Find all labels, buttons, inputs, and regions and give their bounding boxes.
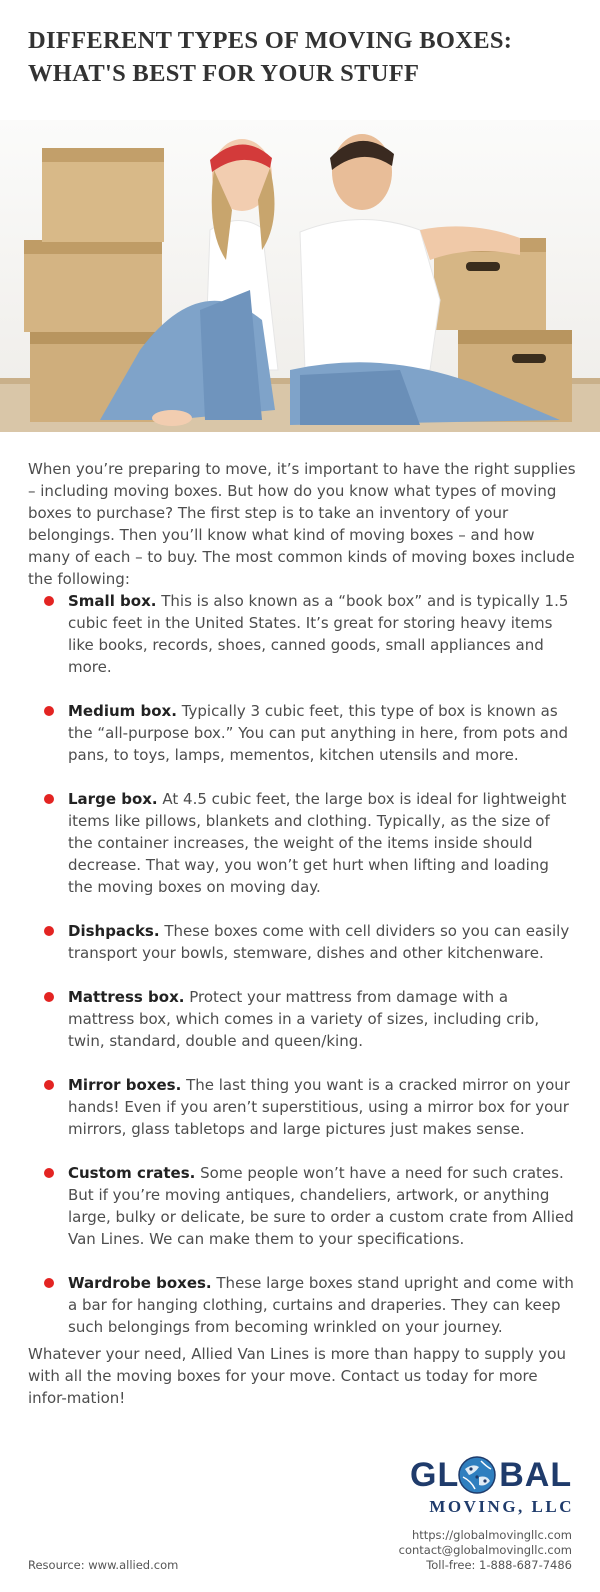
item-text: Typically 3 cubic feet, this type of box is known as the “all-purpose box.” You can put anything in here, from pots and pans, to toys, lamps, mementos, kitchen utensils and more.	[68, 702, 569, 764]
bullet-icon	[44, 992, 54, 1002]
company-logo	[410, 1455, 575, 1525]
box-types-list	[28, 590, 576, 1360]
item-text: These boxes come with cell dividers so you can easily transport your bowls, stemware, dishes and other kitchenware.	[68, 922, 570, 962]
closing-paragraph: Whatever your need, Allied Van Lines is more than happy to supply you with all the moving boxes for your move. Contact us today for more infor-mation!	[28, 1345, 567, 1407]
hero-image	[0, 120, 600, 432]
logo-text-left: GL	[410, 1456, 460, 1494]
website-link[interactable]: https://globalmovingllc.com	[411, 1528, 572, 1542]
logo-subtitle: MOVING, LLC	[429, 1497, 574, 1516]
item-text: This is also known as a “book box” and is typically 1.5 cubic feet in the United States. It’s great for storing heavy items like books, records, shoes, canned goods, small appliances and more.	[68, 592, 569, 676]
bullet-icon	[44, 706, 54, 716]
list-item	[28, 1162, 576, 1250]
item-name: Wardrobe boxes.	[68, 1274, 212, 1292]
bullet-icon	[44, 1080, 54, 1090]
list-item	[28, 1272, 576, 1338]
resource-credit: Resource: www.allied.com	[28, 1558, 179, 1572]
list-item	[28, 700, 576, 766]
logo-text-right: BAL	[499, 1456, 573, 1494]
bullet-icon	[44, 794, 54, 804]
title-line-2: WHAT'S BEST FOR YOUR STUFF	[28, 60, 420, 87]
list-item	[28, 986, 576, 1052]
item-name: Dishpacks.	[68, 922, 160, 940]
bullet-icon	[44, 596, 54, 606]
item-text: Protect your mattress from damage with a mattress box, which comes in a variety of sizes, including crib, twin, standard, double and queen/king.	[68, 988, 540, 1050]
item-name: Custom crates.	[68, 1164, 196, 1182]
bullet-icon	[44, 1278, 54, 1288]
bullet-icon	[44, 926, 54, 936]
item-text: The last thing you want is a cracked mirror on your hands! Even if you aren’t superstitious, using a mirror box for your mirrors, glass tabletops and large pictures just makes sense.	[68, 1076, 570, 1138]
list-item	[28, 1074, 576, 1140]
item-name: Mirror boxes.	[68, 1076, 182, 1094]
item-text: At 4.5 cubic feet, the large box is ideal for lightweight items like pillows, blankets and clothing. Typically, as the size of the container increases, the weight of the items inside should decrease. That way, you won’t get hurt when lifting and loading the moving boxes on moving day.	[68, 790, 567, 896]
item-name: Large box.	[68, 790, 158, 808]
item-text: Some people won’t have a need for such crates. But if you’re moving antiques, chandeliers, artwork, or anything large, bulky or delicate, be sure to order a custom crate from Allied Van Lines. We can make them to your specifications.	[68, 1164, 574, 1248]
item-name: Mattress box.	[68, 988, 185, 1006]
globe-icon	[457, 1455, 497, 1495]
intro-paragraph: When you’re preparing to move, it’s important to have the right supplies – including moving boxes. But how do you know what types of moving boxes to purchase? The first step is to take an inventory of your belongings. Then you’ll know what kind of moving boxes – and how many of each – to buy. The most common kinds of moving boxes include the following:	[28, 460, 576, 588]
phone-number: Toll-free: 1-888-687-7486	[426, 1558, 572, 1572]
list-item	[28, 590, 576, 678]
item-text: These large boxes stand upright and come with a bar for hanging clothing, curtains and draperies. They can keep such belongings from becoming wrinkled on your journey.	[68, 1274, 574, 1336]
title-line-1: DIFFERENT TYPES OF MOVING BOXES:	[28, 27, 513, 54]
list-item	[28, 788, 576, 898]
item-name: Small box.	[68, 592, 157, 610]
contact-info	[399, 1528, 572, 1573]
bullet-icon	[44, 1168, 54, 1178]
list-item	[28, 920, 576, 964]
item-name: Medium box.	[68, 702, 177, 720]
email-link[interactable]: contact@globalmovingllc.com	[398, 1543, 572, 1557]
couple-with-boxes-illustration	[0, 120, 600, 432]
page-title	[28, 24, 588, 90]
